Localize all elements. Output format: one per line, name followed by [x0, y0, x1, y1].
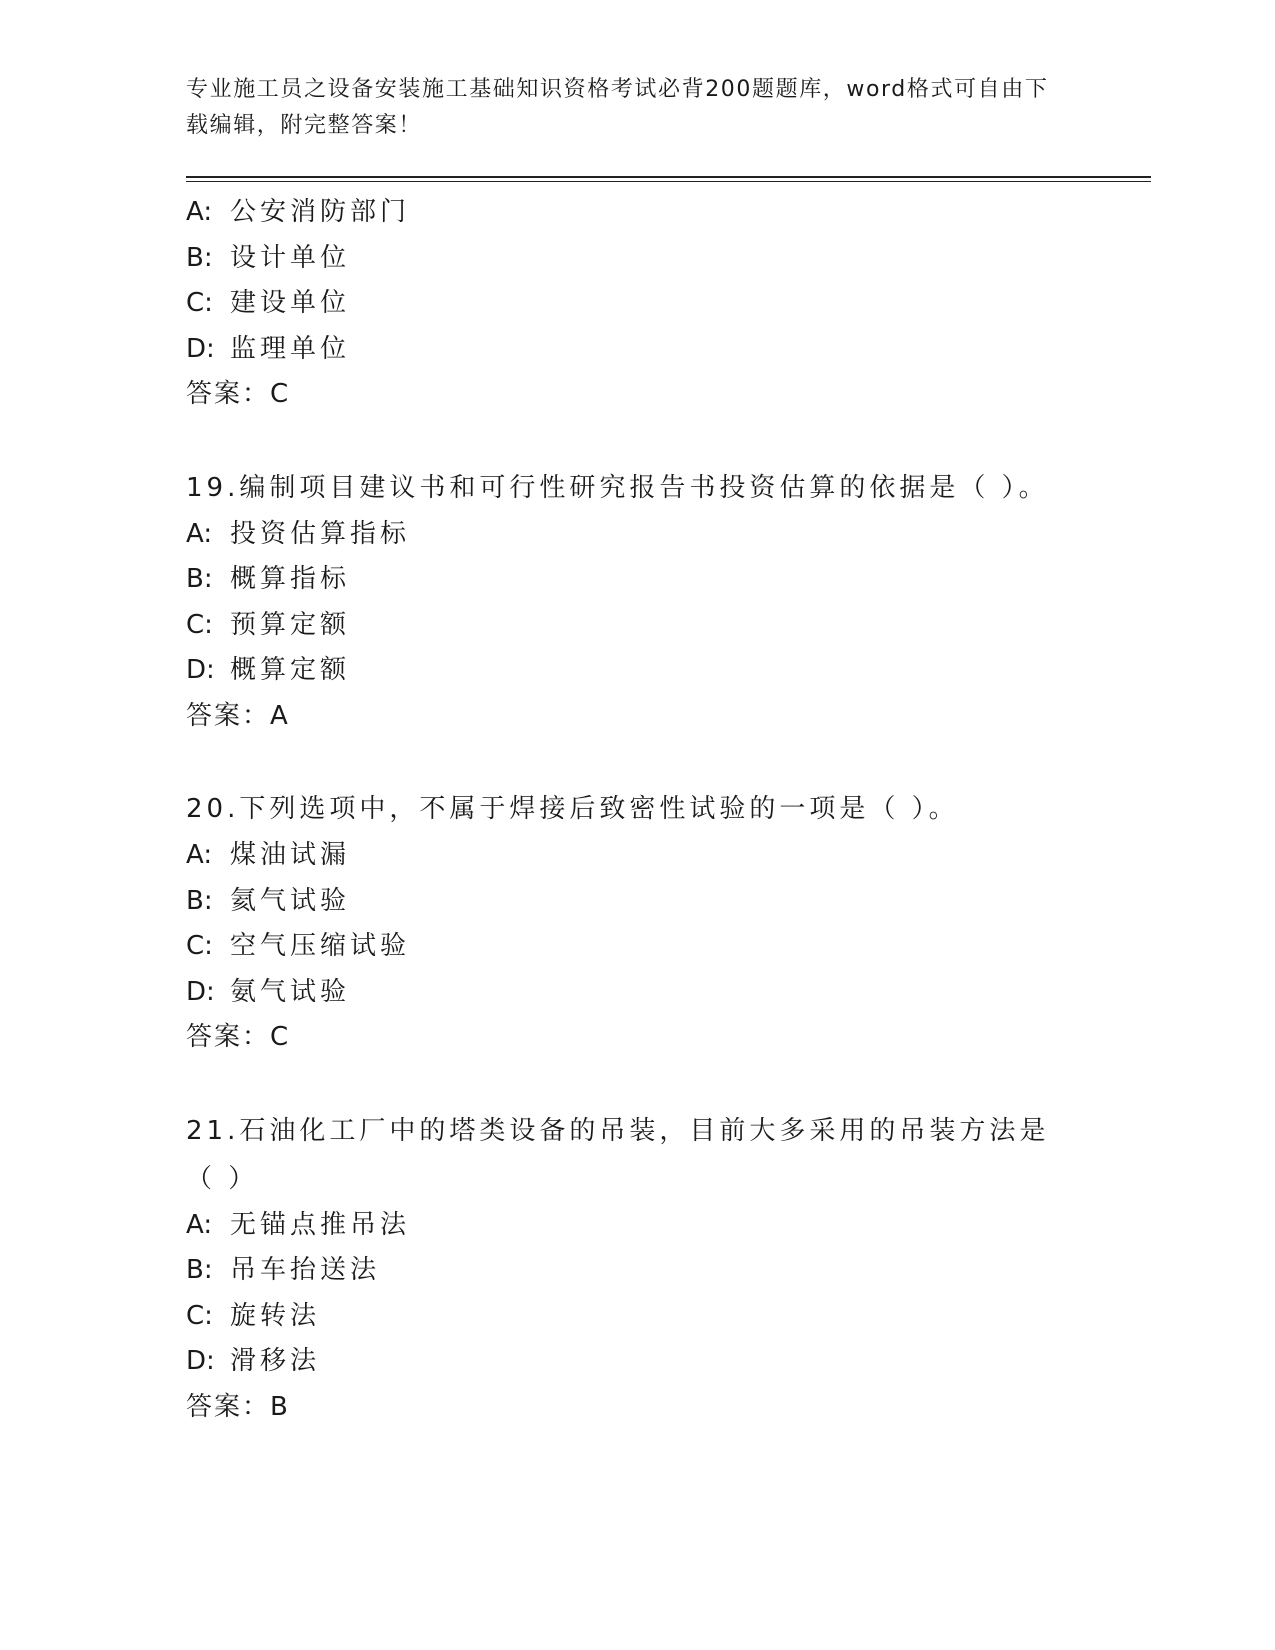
- option-key: B:: [186, 885, 213, 916]
- option-key: D:: [186, 655, 215, 685]
- question-block: [186, 190, 1066, 418]
- option-d: [186, 648, 1066, 694]
- question-list: [186, 190, 1066, 1430]
- option-key: C:: [186, 1300, 213, 1331]
- option-a: [186, 190, 1066, 236]
- option-c: [186, 1294, 1066, 1340]
- answer-line: [186, 694, 1066, 740]
- option-key: C:: [186, 288, 213, 318]
- option-key: D:: [186, 1346, 215, 1376]
- option-key: A:: [186, 1209, 213, 1240]
- option-key: C:: [186, 609, 213, 640]
- option-c: [186, 281, 1066, 327]
- option-key: A:: [186, 840, 213, 870]
- option-b: [186, 879, 1066, 925]
- option-text: 煤油试漏: [230, 840, 351, 870]
- option-key: A:: [186, 197, 213, 227]
- option-key: A:: [186, 518, 213, 549]
- option-text: 氦气试验: [230, 885, 351, 916]
- question-text: 19.编制项目建议书和可行性研究报告书投资估算的依据是（ ）。: [186, 472, 1049, 503]
- option-d: [186, 1339, 1066, 1385]
- answer-line: [186, 1385, 1066, 1431]
- option-text: 设计单位: [230, 242, 351, 273]
- option-a: [186, 512, 1066, 558]
- option-text: 建设单位: [230, 288, 351, 318]
- answer-line: [186, 372, 1066, 418]
- question-block: [186, 1107, 1066, 1431]
- answer-value: C: [270, 379, 291, 409]
- option-text: 预算定额: [230, 609, 351, 640]
- question-block: [186, 464, 1066, 740]
- option-text: 概算定额: [230, 655, 351, 685]
- answer-value: B: [270, 1391, 290, 1422]
- answer-value: A: [270, 700, 290, 731]
- option-text: 旋转法: [230, 1300, 321, 1331]
- answer-value: C: [270, 1022, 291, 1052]
- option-a: [186, 1203, 1066, 1249]
- header-divider-thin: [186, 181, 1151, 182]
- option-a: [186, 833, 1066, 879]
- option-text: 无锚点推吊法: [230, 1209, 411, 1240]
- option-key: B:: [186, 242, 213, 273]
- option-text: 空气压缩试验: [230, 931, 411, 961]
- option-key: C:: [186, 931, 213, 961]
- option-b: [186, 1248, 1066, 1294]
- option-text: 概算指标: [230, 564, 351, 594]
- option-text: 投资估算指标: [230, 518, 411, 549]
- page-header: 专业施工员之设备安装施工基础知识资格考试必背200题题库，word格式可自由下载编辑，附完整答案！: [186, 77, 1049, 138]
- option-key: D:: [186, 976, 215, 1007]
- answer-label: 答案：: [186, 379, 271, 409]
- option-text: 滑移法: [230, 1346, 321, 1376]
- option-b: [186, 557, 1066, 603]
- option-c: [186, 603, 1066, 649]
- question-text: 20.下列选项中，不属于焊接后致密性试验的一项是（ ）。: [186, 794, 959, 824]
- answer-label: 答案：: [186, 1022, 271, 1052]
- option-d: [186, 327, 1066, 373]
- option-text: 氨气试验: [230, 976, 351, 1007]
- question-block: [186, 785, 1066, 1061]
- option-text: 吊车抬送法: [230, 1255, 381, 1285]
- header-divider-thick: [186, 176, 1151, 178]
- option-d: [186, 970, 1066, 1016]
- answer-label: 答案：: [186, 700, 271, 731]
- answer-line: [186, 1015, 1066, 1061]
- option-key: D:: [186, 333, 215, 364]
- option-c: [186, 924, 1066, 970]
- option-text: 监理单位: [230, 333, 351, 364]
- option-key: B:: [186, 1255, 213, 1285]
- option-b: [186, 236, 1066, 282]
- answer-label: 答案：: [186, 1391, 271, 1422]
- option-key: B:: [186, 564, 213, 594]
- question-text: 21.石油化工厂中的塔类设备的吊装，目前大多采用的吊装方法是（ ）: [186, 1115, 1050, 1194]
- option-text: 公安消防部门: [230, 197, 411, 227]
